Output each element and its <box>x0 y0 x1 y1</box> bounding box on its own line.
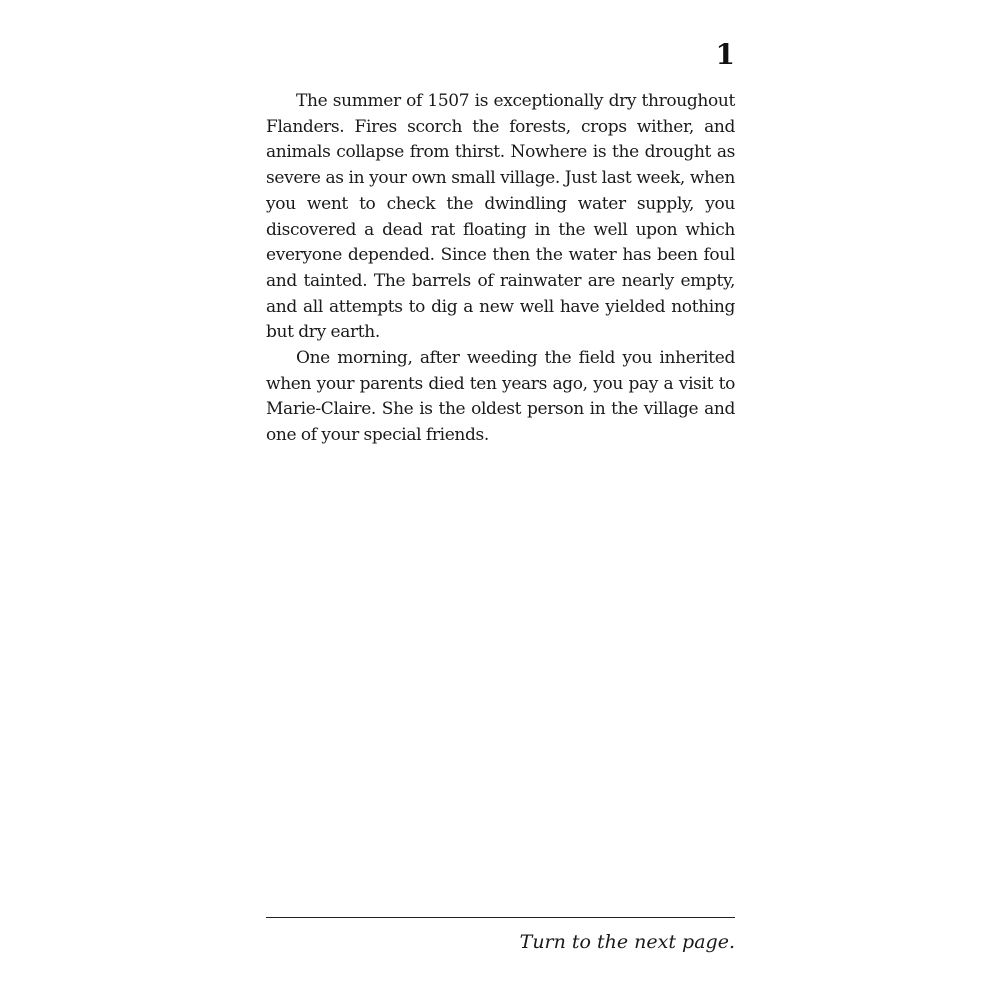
book-page <box>266 0 735 1000</box>
turn-page-instruction: Turn to the next page. <box>519 931 735 953</box>
paragraph-1: The summer of 1507 is exceptionally dry throughout Flanders. Fires scorch the forests, crops wither, and animals collapse from thirst. Nowhere is the drought as severe as in your own small village. Just last week, when you went to check the dwindling water supply, you discovered a dead rat floating in the well upon which everyone depended. Since then the water has been foul and tainted. The barrels of rainwater are nearly empty, and all attempts to dig a new well have yielded nothing but dry earth. <box>266 91 735 343</box>
footer-divider <box>266 917 735 918</box>
paragraph-2: One morning, after weeding the field you inherited when your parents died ten years ago, you pay a visit to Marie-Claire. She is the oldest person in the village and one of your special friends. <box>266 348 735 446</box>
story-text <box>266 89 735 449</box>
page-number: 1 <box>715 38 735 71</box>
